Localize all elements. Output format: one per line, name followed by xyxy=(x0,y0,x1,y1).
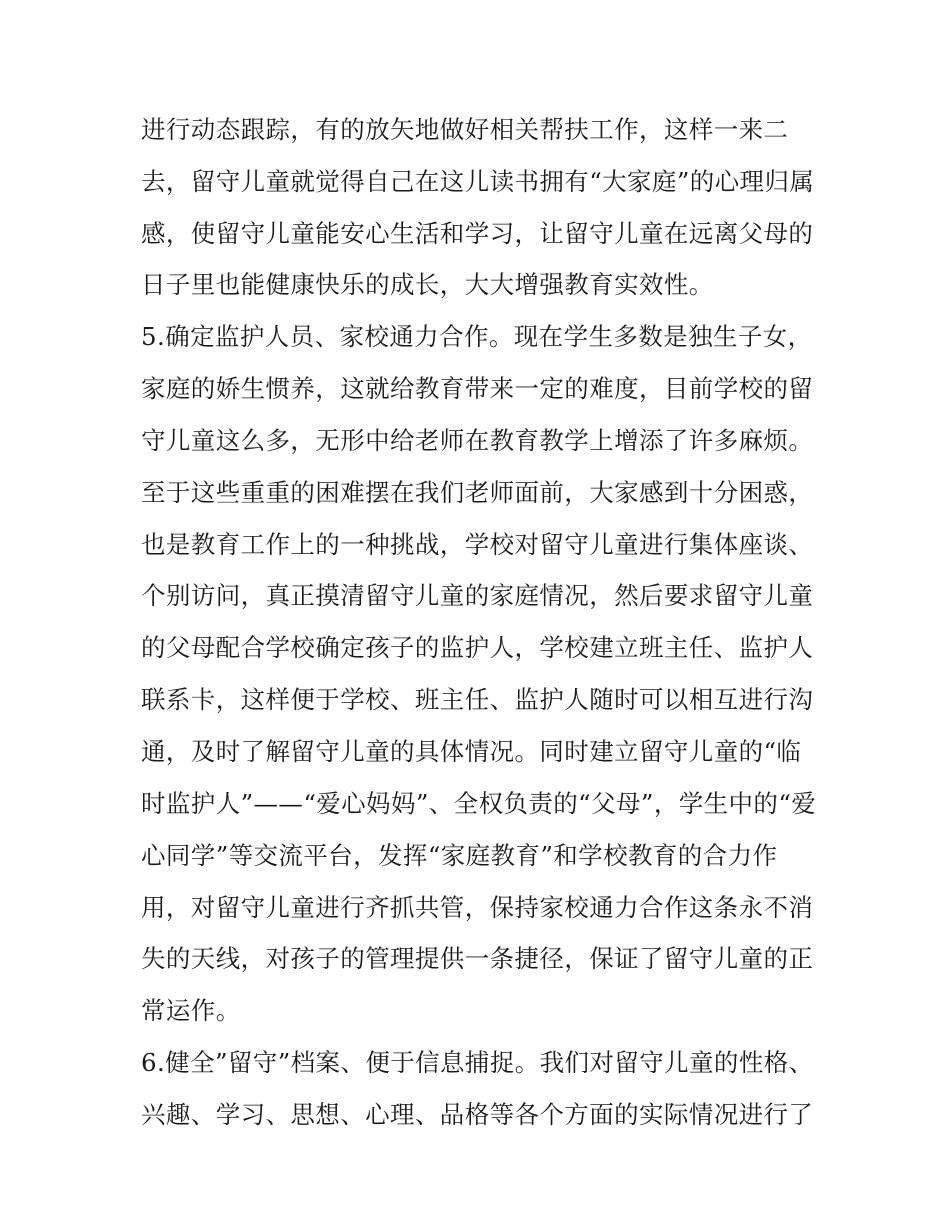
text-line: 通，及时了解留守儿童的具体情况。同时建立留守儿童的“临 xyxy=(141,737,802,766)
text-line: 至于这些重重的困难摆在我们老师面前，大家感到十分困惑， xyxy=(141,478,814,507)
text-line: 6.健全”留守”档案、便于信息捕捉。我们对留守儿童的性格、 xyxy=(141,1048,814,1077)
text-line: 家庭的娇生惯养，这就给教育带来一定的难度，目前学校的留 xyxy=(141,374,814,403)
text-line: 守儿童这么多，无形中给老师在教育教学上增添了许多麻烦。 xyxy=(141,426,814,455)
text-line: 心同学”等交流平台，发挥“家庭教育”和学校教育的合力作 xyxy=(141,841,778,870)
text-line: 5.确定监护人员、家校通力合作。现在学生多数是独生子女， xyxy=(141,322,813,351)
text-line: 联系卡，这样便于学校、班主任、监护人随时可以相互进行沟 xyxy=(141,685,814,714)
text-line: 进行动态跟踪，有的放矢地做好相关帮扶工作，这样一来二 xyxy=(141,115,789,144)
text-line: 时监护人”——“爱心妈妈”、全权负责的“父母”，学生中的“爱 xyxy=(141,789,817,818)
text-line: 个别访问，真正摸清留守儿童的家庭情况，然后要求留守儿童 xyxy=(141,581,814,610)
text-line: 日子里也能健康快乐的成长，大大增强教育实效性。 xyxy=(141,270,714,299)
text-line: 失的天线，对孩子的管理提供一条捷径，保证了留守儿童的正 xyxy=(141,944,814,973)
text-line: 兴趣、学习、思想、心理、品格等各个方面的实际情况进行了 xyxy=(141,1100,814,1129)
text-line: 感，使留守儿童能安心生活和学习，让留守儿童在远离父母的 xyxy=(141,219,814,248)
text-line: 常运作。 xyxy=(141,996,241,1025)
text-line: 用，对留守儿童进行齐抓共管，保持家校通力合作这条永不消 xyxy=(141,893,814,922)
text-line: 的父母配合学校确定孩子的监护人，学校建立班主任、监护人 xyxy=(141,633,814,662)
text-line: 去，留守儿童就觉得自己在这儿读书拥有“大家庭”的心理归属 xyxy=(141,167,815,196)
text-line: 也是教育工作上的一种挑战，学校对留守儿童进行集体座谈、 xyxy=(141,530,814,559)
